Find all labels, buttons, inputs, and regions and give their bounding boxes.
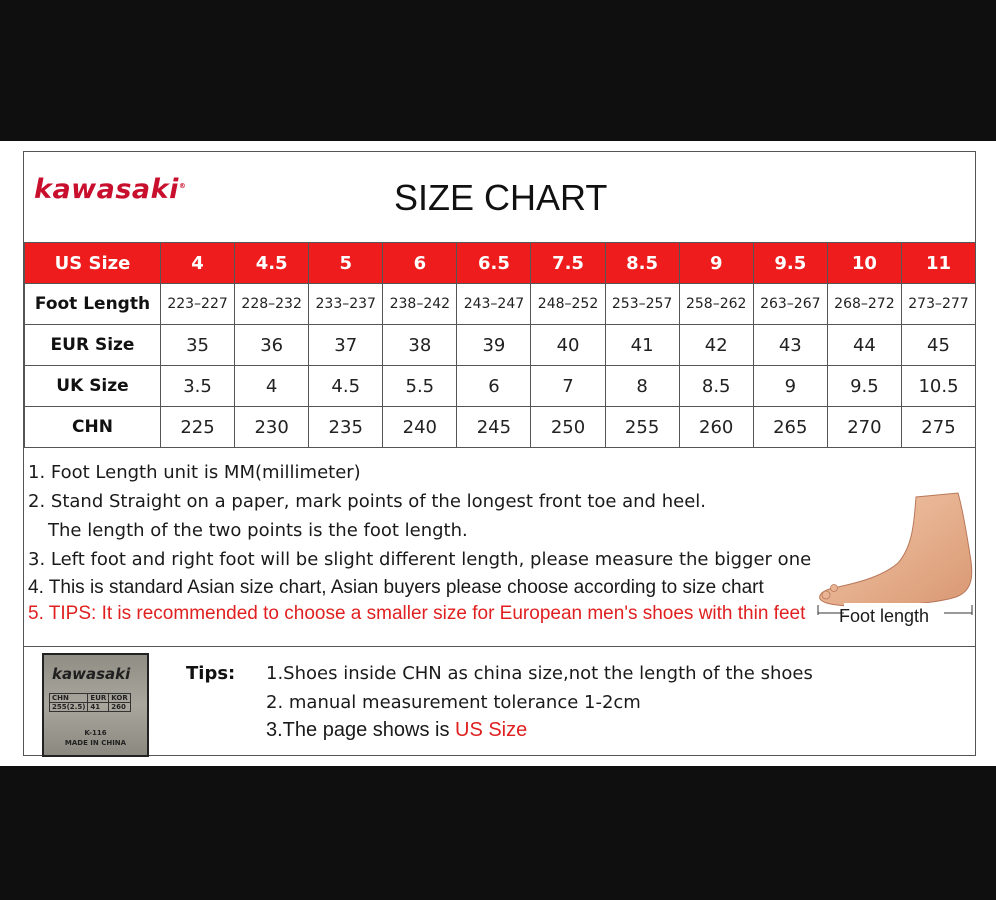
size-cell: 8 bbox=[605, 366, 679, 407]
size-cell: 223–227 bbox=[161, 284, 235, 325]
tip-3 bbox=[266, 719, 527, 742]
chart-header bbox=[24, 152, 975, 243]
kawasaki-logo: kawasaki® bbox=[34, 174, 187, 205]
size-cell: 38 bbox=[383, 325, 457, 366]
size-cell: 248–252 bbox=[531, 284, 605, 325]
size-cell: 260 bbox=[679, 407, 753, 448]
row-label: UK Size bbox=[25, 366, 161, 407]
size-cell: 5 bbox=[309, 243, 383, 284]
toe-mark bbox=[822, 591, 830, 599]
size-cell: 225 bbox=[161, 407, 235, 448]
size-cell: 233–237 bbox=[309, 284, 383, 325]
size-chart-image bbox=[0, 141, 996, 766]
tag-header: CHN bbox=[50, 694, 88, 703]
size-cell: 36 bbox=[235, 325, 309, 366]
size-cell: 4.5 bbox=[235, 243, 309, 284]
tag-value: 41 bbox=[88, 703, 109, 712]
size-cell: 273–277 bbox=[901, 284, 975, 325]
size-cell: 4 bbox=[235, 366, 309, 407]
size-cell: 253–257 bbox=[605, 284, 679, 325]
tips-label: Tips: bbox=[186, 663, 236, 684]
uk-size-row bbox=[25, 366, 976, 407]
size-cell: 43 bbox=[753, 325, 827, 366]
us-size-row bbox=[25, 243, 976, 284]
size-cell: 263–267 bbox=[753, 284, 827, 325]
size-cell: 235 bbox=[309, 407, 383, 448]
size-cell: 41 bbox=[605, 325, 679, 366]
tip-3-highlight: US Size bbox=[455, 719, 528, 741]
row-label: CHN bbox=[25, 407, 161, 448]
size-cell: 9.5 bbox=[753, 243, 827, 284]
size-cell: 243–247 bbox=[457, 284, 531, 325]
tag-value: 260 bbox=[109, 703, 130, 712]
size-cell: 6 bbox=[383, 243, 457, 284]
tag-model: K-116 bbox=[84, 729, 107, 737]
foot-length-row bbox=[25, 284, 976, 325]
size-cell: 275 bbox=[901, 407, 975, 448]
size-cell: 228–232 bbox=[235, 284, 309, 325]
size-cell: 4.5 bbox=[309, 366, 383, 407]
chn-size-row bbox=[25, 407, 976, 448]
foot-length-illustration bbox=[816, 485, 976, 615]
note-3: 3. Left foot and right foot will be slight different length, please measure the bigger one bbox=[28, 549, 812, 570]
size-cell: 245 bbox=[457, 407, 531, 448]
size-cell: 10 bbox=[827, 243, 901, 284]
note-2: 2. Stand Straight on a paper, mark points of the longest front toe and heel. bbox=[28, 491, 706, 512]
size-cell: 238–242 bbox=[383, 284, 457, 325]
row-label: EUR Size bbox=[25, 325, 161, 366]
foot-shape bbox=[820, 493, 972, 606]
size-cell: 265 bbox=[753, 407, 827, 448]
size-cell: 44 bbox=[827, 325, 901, 366]
shoe-tag-photo bbox=[42, 653, 149, 757]
size-cell: 37 bbox=[309, 325, 383, 366]
size-cell: 9.5 bbox=[827, 366, 901, 407]
size-cell: 8.5 bbox=[605, 243, 679, 284]
tag-origin: MADE IN CHINA bbox=[64, 739, 127, 747]
note-5-tip: 5. TIPS: It is recommended to choose a smaller size for European men's shoes with thin feet bbox=[28, 603, 806, 624]
note-1: 1. Foot Length unit is MM(millimeter) bbox=[28, 462, 361, 483]
measurement-notes bbox=[24, 452, 975, 647]
size-cell: 40 bbox=[531, 325, 605, 366]
size-cell: 9 bbox=[753, 366, 827, 407]
eur-size-row bbox=[25, 325, 976, 366]
size-cell: 42 bbox=[679, 325, 753, 366]
note-2-continued: The length of the two points is the foot length. bbox=[48, 520, 468, 541]
size-cell: 6 bbox=[457, 366, 531, 407]
size-cell: 45 bbox=[901, 325, 975, 366]
note-4: 4. This is standard Asian size chart, Asian buyers please choose according to size chart bbox=[28, 577, 764, 598]
tag-value: 255(2.5) bbox=[50, 703, 88, 712]
tip-1: 1.Shoes inside CHN as china size,not the length of the shoes bbox=[266, 663, 813, 684]
size-cell: 9 bbox=[679, 243, 753, 284]
size-cell: 7.5 bbox=[531, 243, 605, 284]
size-cell: 11 bbox=[901, 243, 975, 284]
tips-section bbox=[24, 647, 975, 757]
size-chart-frame bbox=[23, 151, 976, 756]
size-cell: 258–262 bbox=[679, 284, 753, 325]
size-cell: 240 bbox=[383, 407, 457, 448]
tip-2: 2. manual measurement tolerance 1-2cm bbox=[266, 692, 641, 713]
row-label: US Size bbox=[25, 243, 161, 284]
size-cell: 250 bbox=[531, 407, 605, 448]
size-cell: 255 bbox=[605, 407, 679, 448]
tag-logo: kawasaki bbox=[52, 665, 131, 683]
size-cell: 6.5 bbox=[457, 243, 531, 284]
size-cell: 7 bbox=[531, 366, 605, 407]
size-cell: 8.5 bbox=[679, 366, 753, 407]
size-cell: 4 bbox=[161, 243, 235, 284]
size-cell: 35 bbox=[161, 325, 235, 366]
tag-header: KOR bbox=[109, 694, 130, 703]
size-cell: 10.5 bbox=[901, 366, 975, 407]
chart-title: SIZE CHART bbox=[394, 177, 608, 218]
size-cell: 39 bbox=[457, 325, 531, 366]
tip-3-text: 3.The page shows is bbox=[266, 719, 455, 741]
tag-header: EUR bbox=[88, 694, 109, 703]
size-cell: 268–272 bbox=[827, 284, 901, 325]
tag-size-grid bbox=[49, 693, 131, 712]
size-table bbox=[24, 242, 976, 448]
size-cell: 3.5 bbox=[161, 366, 235, 407]
row-label: Foot Length bbox=[25, 284, 161, 325]
size-cell: 5.5 bbox=[383, 366, 457, 407]
foot-length-label: Foot length bbox=[839, 606, 930, 626]
size-cell: 270 bbox=[827, 407, 901, 448]
size-cell: 230 bbox=[235, 407, 309, 448]
